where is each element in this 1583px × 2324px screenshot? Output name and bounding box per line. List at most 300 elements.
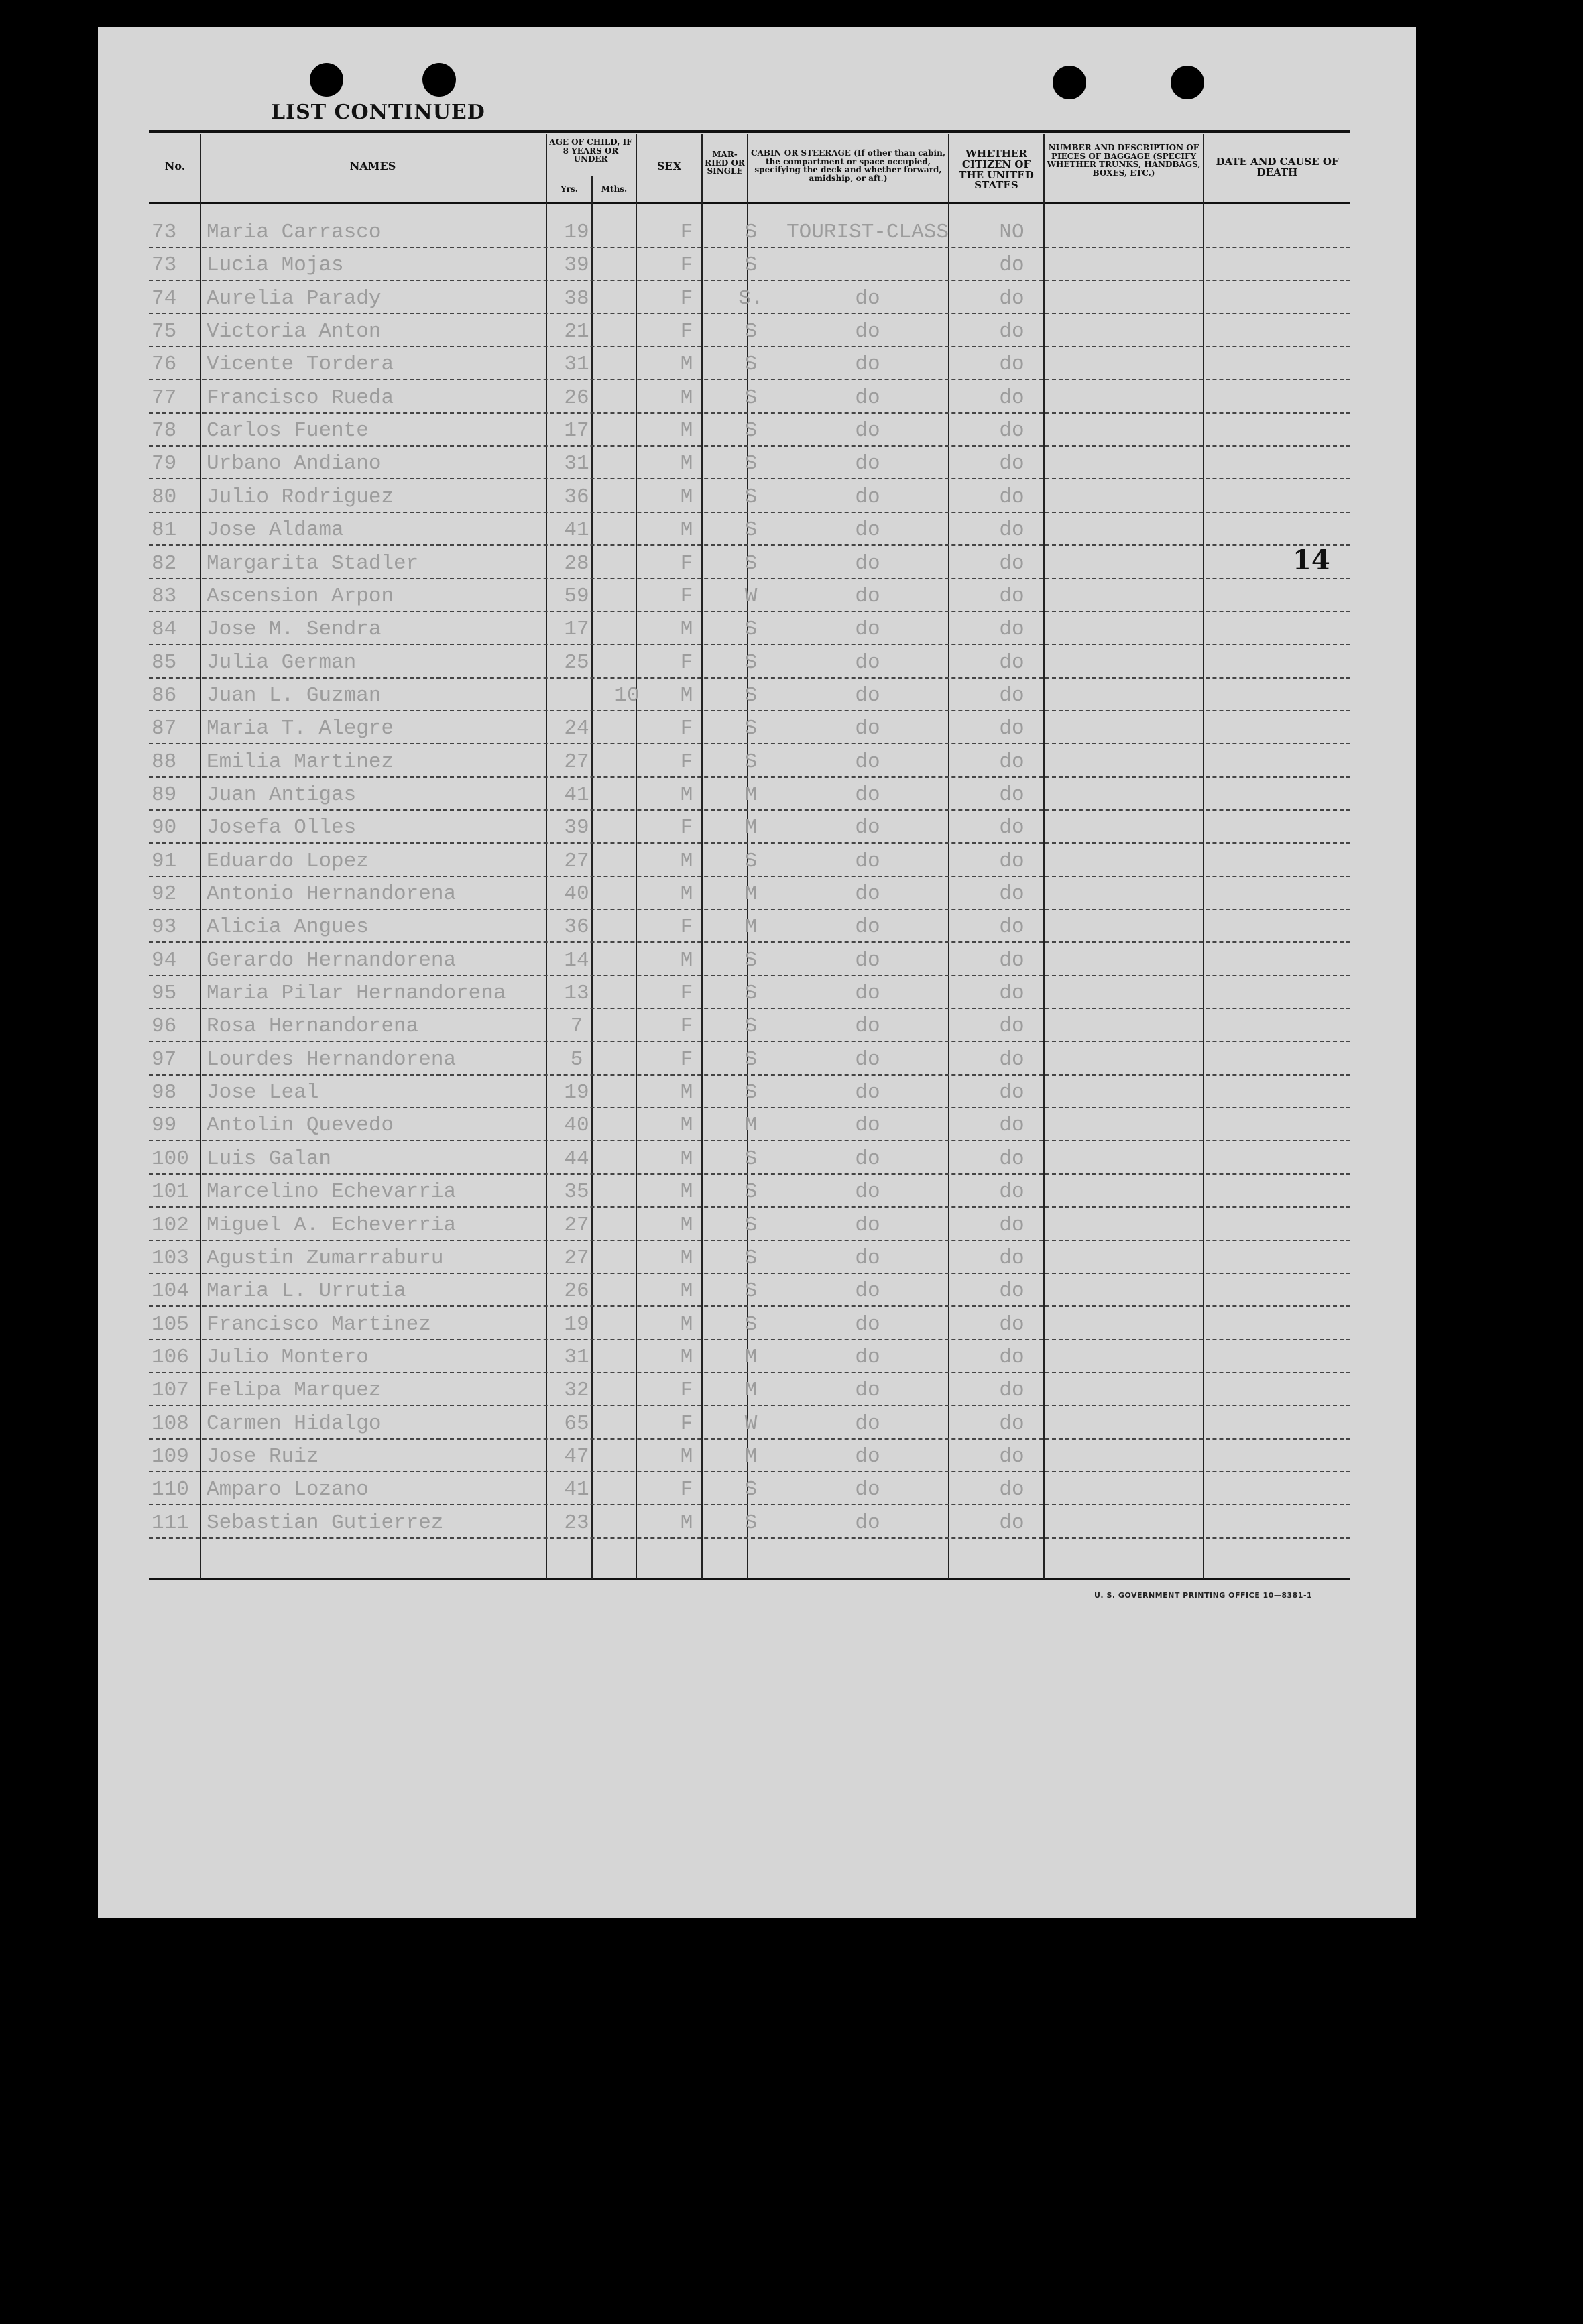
passenger-name: Margarita Stadler [207, 551, 419, 575]
sex: M [680, 882, 693, 906]
table-row [149, 248, 1350, 281]
age-years: 23 [564, 1511, 589, 1535]
sex: M [680, 1114, 693, 1138]
cabin-class: do [855, 650, 880, 675]
us-citizen: do [999, 1411, 1024, 1436]
sex: M [680, 782, 693, 807]
cabin-class: do [855, 683, 880, 707]
sex: F [680, 982, 693, 1006]
cabin-class: do [855, 948, 880, 972]
passenger-name: Antolin Quevedo [207, 1114, 394, 1138]
sex: M [680, 1279, 693, 1303]
age-years: 38 [564, 286, 589, 310]
table-row [149, 910, 1350, 943]
cabin-class: do [855, 518, 880, 542]
row-number: 84 [152, 618, 177, 642]
row-number: 107 [152, 1379, 189, 1403]
row-number: 103 [152, 1246, 189, 1270]
printer-note: U. S. GOVERNMENT PRINTING OFFICE 10—8381-1 [1094, 1591, 1313, 1600]
sex: M [680, 1147, 693, 1171]
age-years: 35 [564, 1180, 589, 1204]
cabin-class: do [855, 1147, 880, 1171]
sex: F [680, 816, 693, 840]
table-row [149, 1274, 1350, 1307]
passenger-name: Josefa Olles [207, 816, 357, 840]
header-mths: Mths. [601, 184, 628, 194]
marital-status: S [744, 1180, 758, 1204]
row-number: 89 [152, 782, 177, 807]
us-citizen: do [999, 1279, 1024, 1303]
sex: M [680, 683, 693, 707]
us-citizen: do [999, 1478, 1024, 1502]
cabin-class: do [855, 286, 880, 310]
sex: F [680, 915, 693, 939]
punch-hole-icon [1053, 66, 1086, 99]
age-years: 59 [564, 584, 589, 608]
marital-status: S [744, 1279, 758, 1303]
table-row [149, 480, 1350, 513]
sex: F [680, 717, 693, 741]
row-number: 105 [152, 1312, 189, 1336]
header-cabin: CABIN OR STEERAGE (If other than cabin, the compartment or space occupied, specifying the deck and whether forward, amidship, or aft.) [750, 148, 946, 183]
us-citizen: NO [999, 221, 1024, 244]
age-years: 19 [564, 1312, 589, 1336]
cabin-class: do [855, 386, 880, 410]
marital-status: S [744, 1478, 758, 1502]
table-row [149, 215, 1350, 248]
row-number: 100 [152, 1147, 189, 1171]
passenger-name: Ascension Arpon [207, 584, 394, 608]
table-row [149, 546, 1350, 579]
age-years: 31 [564, 353, 589, 377]
marital-status: S [744, 1246, 758, 1270]
marital-status: S. [738, 286, 764, 310]
age-years: 28 [564, 551, 589, 575]
us-citizen: do [999, 750, 1024, 774]
cabin-class: do [855, 618, 880, 642]
table-row [149, 976, 1350, 1009]
table-row [149, 1108, 1350, 1141]
marital-status: S [744, 1511, 758, 1535]
cabin-class: do [855, 717, 880, 741]
age-years: 31 [564, 452, 589, 476]
us-citizen: do [999, 618, 1024, 642]
marital-status: M [744, 816, 758, 840]
us-citizen: do [999, 650, 1024, 675]
row-number: 93 [152, 915, 177, 939]
cabin-class: do [855, 982, 880, 1006]
row-number: 77 [152, 386, 177, 410]
us-citizen: do [999, 1379, 1024, 1403]
cabin-class: do [855, 584, 880, 608]
row-number: 73 [152, 221, 177, 244]
age-years: 41 [564, 518, 589, 542]
cabin-class: do [855, 1411, 880, 1436]
sex: F [680, 1379, 693, 1403]
passenger-name: Sebastian Gutierrez [207, 1511, 444, 1535]
us-citizen: do [999, 1147, 1024, 1171]
sex: M [680, 452, 693, 476]
row-number: 106 [152, 1345, 189, 1369]
sex: M [680, 618, 693, 642]
table-row [149, 711, 1350, 744]
passenger-name: Maria Carrasco [207, 221, 382, 244]
sex: M [680, 849, 693, 873]
sex: F [680, 1478, 693, 1502]
row-number: 97 [152, 1047, 177, 1071]
table-row [149, 1208, 1350, 1241]
table-row [149, 1373, 1350, 1406]
us-citizen: do [999, 518, 1024, 542]
table-row [149, 1241, 1350, 1274]
header-death: DATE AND CAUSE OF DEATH [1216, 156, 1339, 178]
table-row [149, 414, 1350, 447]
marital-status: S [744, 253, 758, 278]
us-citizen: do [999, 419, 1024, 443]
cabin-class: do [855, 1081, 880, 1105]
us-citizen: do [999, 1081, 1024, 1105]
row-number: 81 [152, 518, 177, 542]
cabin-class: do [855, 320, 880, 344]
header-married: MAR-RIED OR SINGLE [705, 150, 745, 176]
age-years: 17 [564, 618, 589, 642]
row-number: 88 [152, 750, 177, 774]
header-no: No. [164, 160, 186, 172]
passenger-name: Lucia Mojas [207, 253, 344, 278]
passenger-name: Aurelia Parady [207, 286, 382, 310]
age-years: 26 [564, 1279, 589, 1303]
cabin-class: do [855, 1014, 880, 1039]
us-citizen: do [999, 849, 1024, 873]
marital-status: S [744, 518, 758, 542]
age-years: 27 [564, 1213, 589, 1237]
age-years: 40 [564, 1114, 589, 1138]
passenger-name: Urbano Andiano [207, 452, 382, 476]
us-citizen: do [999, 353, 1024, 377]
cabin-class: do [855, 849, 880, 873]
us-citizen: do [999, 1213, 1024, 1237]
table-row [149, 1043, 1350, 1076]
cabin-class: do [855, 452, 880, 476]
age-years: 5 [570, 1047, 583, 1071]
us-citizen: do [999, 452, 1024, 476]
cabin-class: do [855, 1511, 880, 1535]
table-row [149, 1076, 1350, 1108]
sex: M [680, 353, 693, 377]
passenger-name: Marcelino Echevarria [207, 1180, 457, 1204]
age-months: 10 [614, 683, 640, 707]
age-years: 27 [564, 849, 589, 873]
header-yrs: Yrs. [561, 184, 578, 194]
marital-status: S [744, 1312, 758, 1336]
passenger-name: Antonio Hernandorena [207, 882, 457, 906]
us-citizen: do [999, 948, 1024, 972]
cabin-class: do [855, 750, 880, 774]
passenger-name: Gerardo Hernandorena [207, 948, 457, 972]
sex: M [680, 1444, 693, 1468]
passenger-name: Rosa Hernandorena [207, 1014, 419, 1039]
age-years: 36 [564, 485, 589, 509]
age-years: 36 [564, 915, 589, 939]
sex: M [680, 1511, 693, 1535]
cabin-class: do [855, 1246, 880, 1270]
page-number: 14 [1293, 544, 1330, 576]
table-row [149, 579, 1350, 612]
age-years: 41 [564, 782, 589, 807]
row-number: 78 [152, 419, 177, 443]
row-number: 110 [152, 1478, 189, 1502]
cabin-class: do [855, 1379, 880, 1403]
sex: F [680, 320, 693, 344]
sex: M [680, 1081, 693, 1105]
row-number: 109 [152, 1444, 189, 1468]
us-citizen: do [999, 717, 1024, 741]
us-citizen: do [999, 1014, 1024, 1039]
passenger-name: Felipa Marquez [207, 1379, 382, 1403]
age-years: 44 [564, 1147, 589, 1171]
cabin-class: do [855, 1114, 880, 1138]
cabin-class: do [855, 551, 880, 575]
sex: F [680, 221, 693, 244]
sex: F [680, 1047, 693, 1071]
sex: F [680, 1411, 693, 1436]
row-number: 92 [152, 882, 177, 906]
bottom-rule [149, 1578, 1350, 1580]
table-row [149, 1440, 1350, 1472]
row-number: 95 [152, 982, 177, 1006]
table-row [149, 1175, 1350, 1208]
cabin-class: do [855, 782, 880, 807]
row-number: 75 [152, 320, 177, 344]
marital-status: S [744, 320, 758, 344]
cabin-class: do [855, 419, 880, 443]
cabin-class: do [855, 1312, 880, 1336]
table-row [149, 447, 1350, 479]
marital-status: S [744, 419, 758, 443]
table-row [149, 811, 1350, 844]
cabin-class: do [855, 816, 880, 840]
marital-status: M [744, 1444, 758, 1468]
age-years: 41 [564, 1478, 589, 1502]
header-bottom-rule [149, 202, 1350, 204]
sex: M [680, 1345, 693, 1369]
table-row [149, 646, 1350, 679]
row-number: 82 [152, 551, 177, 575]
sex: F [680, 1014, 693, 1039]
cabin-class: do [855, 1478, 880, 1502]
row-number: 91 [152, 849, 177, 873]
passenger-name: Juan Antigas [207, 782, 357, 807]
marital-status: W [744, 1411, 758, 1436]
table-row [149, 1472, 1350, 1505]
cabin-class: do [855, 1345, 880, 1369]
passenger-name: Jose M. Sendra [207, 618, 382, 642]
passenger-name: Jose Ruiz [207, 1444, 319, 1468]
row-number: 111 [152, 1511, 189, 1535]
passenger-name: Maria L. Urrutia [207, 1279, 406, 1303]
sex: M [680, 948, 693, 972]
sex: M [680, 485, 693, 509]
marital-status: S [744, 683, 758, 707]
age-years: 17 [564, 419, 589, 443]
age-years: 39 [564, 816, 589, 840]
sex: M [680, 1180, 693, 1204]
us-citizen: do [999, 1246, 1024, 1270]
passenger-name: Emilia Martinez [207, 750, 394, 774]
table-row [149, 844, 1350, 877]
cabin-class: do [855, 1213, 880, 1237]
row-number: 85 [152, 650, 177, 675]
sex: M [680, 1312, 693, 1336]
marital-status: M [744, 1379, 758, 1403]
passenger-name: Juan L. Guzman [207, 683, 382, 707]
row-number: 86 [152, 683, 177, 707]
sex: M [680, 1246, 693, 1270]
passenger-name: Carmen Hidalgo [207, 1411, 382, 1436]
us-citizen: do [999, 915, 1024, 939]
table-row [149, 745, 1350, 778]
table-row [149, 381, 1350, 414]
row-number: 76 [152, 353, 177, 377]
us-citizen: do [999, 683, 1024, 707]
age-years: 24 [564, 717, 589, 741]
table-row [149, 612, 1350, 645]
row-number: 101 [152, 1180, 189, 1204]
us-citizen: do [999, 253, 1024, 278]
age-years: 27 [564, 1246, 589, 1270]
row-number: 98 [152, 1081, 177, 1105]
marital-status: S [744, 618, 758, 642]
row-number: 104 [152, 1279, 189, 1303]
us-citizen: do [999, 485, 1024, 509]
row-number: 83 [152, 584, 177, 608]
passenger-name: Victoria Anton [207, 320, 382, 344]
table-row [149, 1506, 1350, 1539]
row-number: 102 [152, 1213, 189, 1237]
table-row [149, 1407, 1350, 1440]
us-citizen: do [999, 1180, 1024, 1204]
passenger-name: Francisco Martinez [207, 1312, 431, 1336]
marital-status: S [744, 386, 758, 410]
marital-status: S [744, 485, 758, 509]
row-number: 87 [152, 717, 177, 741]
sex: F [680, 584, 693, 608]
row-number: 74 [152, 286, 177, 310]
cabin-class: do [855, 1444, 880, 1468]
marital-status: S [744, 750, 758, 774]
header-names: NAMES [349, 160, 396, 172]
marital-status: S [744, 1047, 758, 1071]
row-number: 99 [152, 1114, 177, 1138]
us-citizen: do [999, 551, 1024, 575]
cabin-class: TOURIST-CLASS [786, 221, 949, 244]
table-row [149, 314, 1350, 347]
passenger-name: Julia German [207, 650, 357, 675]
cabin-class: do [855, 1047, 880, 1071]
marital-status: S [744, 221, 758, 244]
us-citizen: do [999, 782, 1024, 807]
passenger-name: Luis Galan [207, 1147, 332, 1171]
us-citizen: do [999, 386, 1024, 410]
age-years: 19 [564, 1081, 589, 1105]
passenger-name: Julio Rodriguez [207, 485, 394, 509]
us-citizen: do [999, 286, 1024, 310]
header-sex: SEX [656, 160, 682, 172]
sex: F [680, 551, 693, 575]
sex: M [680, 518, 693, 542]
marital-status: S [744, 1213, 758, 1237]
us-citizen: do [999, 320, 1024, 344]
cabin-class: do [855, 1279, 880, 1303]
marital-status: M [744, 915, 758, 939]
cabin-class: do [855, 353, 880, 377]
sex: M [680, 1213, 693, 1237]
age-years: 21 [564, 320, 589, 344]
row-number: 94 [152, 948, 177, 972]
passenger-name: Lourdes Hernandorena [207, 1047, 457, 1071]
marital-status: M [744, 782, 758, 807]
passenger-name: Jose Leal [207, 1081, 319, 1105]
passenger-name: Amparo Lozano [207, 1478, 369, 1502]
header-age: AGE OF CHILD, IF 8 YEARS OR UNDER [549, 137, 632, 164]
marital-status: W [744, 584, 758, 608]
age-years: 14 [564, 948, 589, 972]
sex: F [680, 253, 693, 278]
marital-status: M [744, 1345, 758, 1369]
age-years: 27 [564, 750, 589, 774]
table-row [149, 943, 1350, 976]
marital-status: S [744, 849, 758, 873]
row-dotted-line [149, 1537, 1350, 1539]
cabin-class: do [855, 485, 880, 509]
age-years: 39 [564, 253, 589, 278]
marital-status: S [744, 452, 758, 476]
marital-status: S [744, 551, 758, 575]
passenger-name: Vicente Tordera [207, 353, 394, 377]
cabin-class: do [855, 1180, 880, 1204]
header-baggage: NUMBER AND DESCRIPTION OF PIECES OF BAGGAGE (SPECIFY WHETHER TRUNKS, HANDBAGS, BOXES, ETC.) [1047, 143, 1201, 178]
sex: F [680, 750, 693, 774]
table-row [149, 1340, 1350, 1373]
table-row [149, 679, 1350, 711]
age-years: 65 [564, 1411, 589, 1436]
marital-status: M [744, 882, 758, 906]
table-row [149, 282, 1350, 314]
marital-status: S [744, 717, 758, 741]
table-row [149, 1308, 1350, 1340]
punch-hole-icon [422, 63, 456, 97]
us-citizen: do [999, 1345, 1024, 1369]
sex: M [680, 386, 693, 410]
passenger-name: Alicia Angues [207, 915, 369, 939]
age-years: 13 [564, 982, 589, 1006]
cabin-class: do [855, 915, 880, 939]
age-years: 26 [564, 386, 589, 410]
marital-status: S [744, 650, 758, 675]
marital-status: S [744, 353, 758, 377]
row-number: 79 [152, 452, 177, 476]
passenger-name: Maria T. Alegre [207, 717, 394, 741]
punch-hole-icon [310, 63, 343, 97]
passenger-name: Julio Montero [207, 1345, 369, 1369]
us-citizen: do [999, 1511, 1024, 1535]
passenger-name: Francisco Rueda [207, 386, 394, 410]
punch-hole-icon [1171, 66, 1204, 99]
age-years: 31 [564, 1345, 589, 1369]
age-years: 32 [564, 1379, 589, 1403]
us-citizen: do [999, 584, 1024, 608]
table-row [149, 1142, 1350, 1175]
